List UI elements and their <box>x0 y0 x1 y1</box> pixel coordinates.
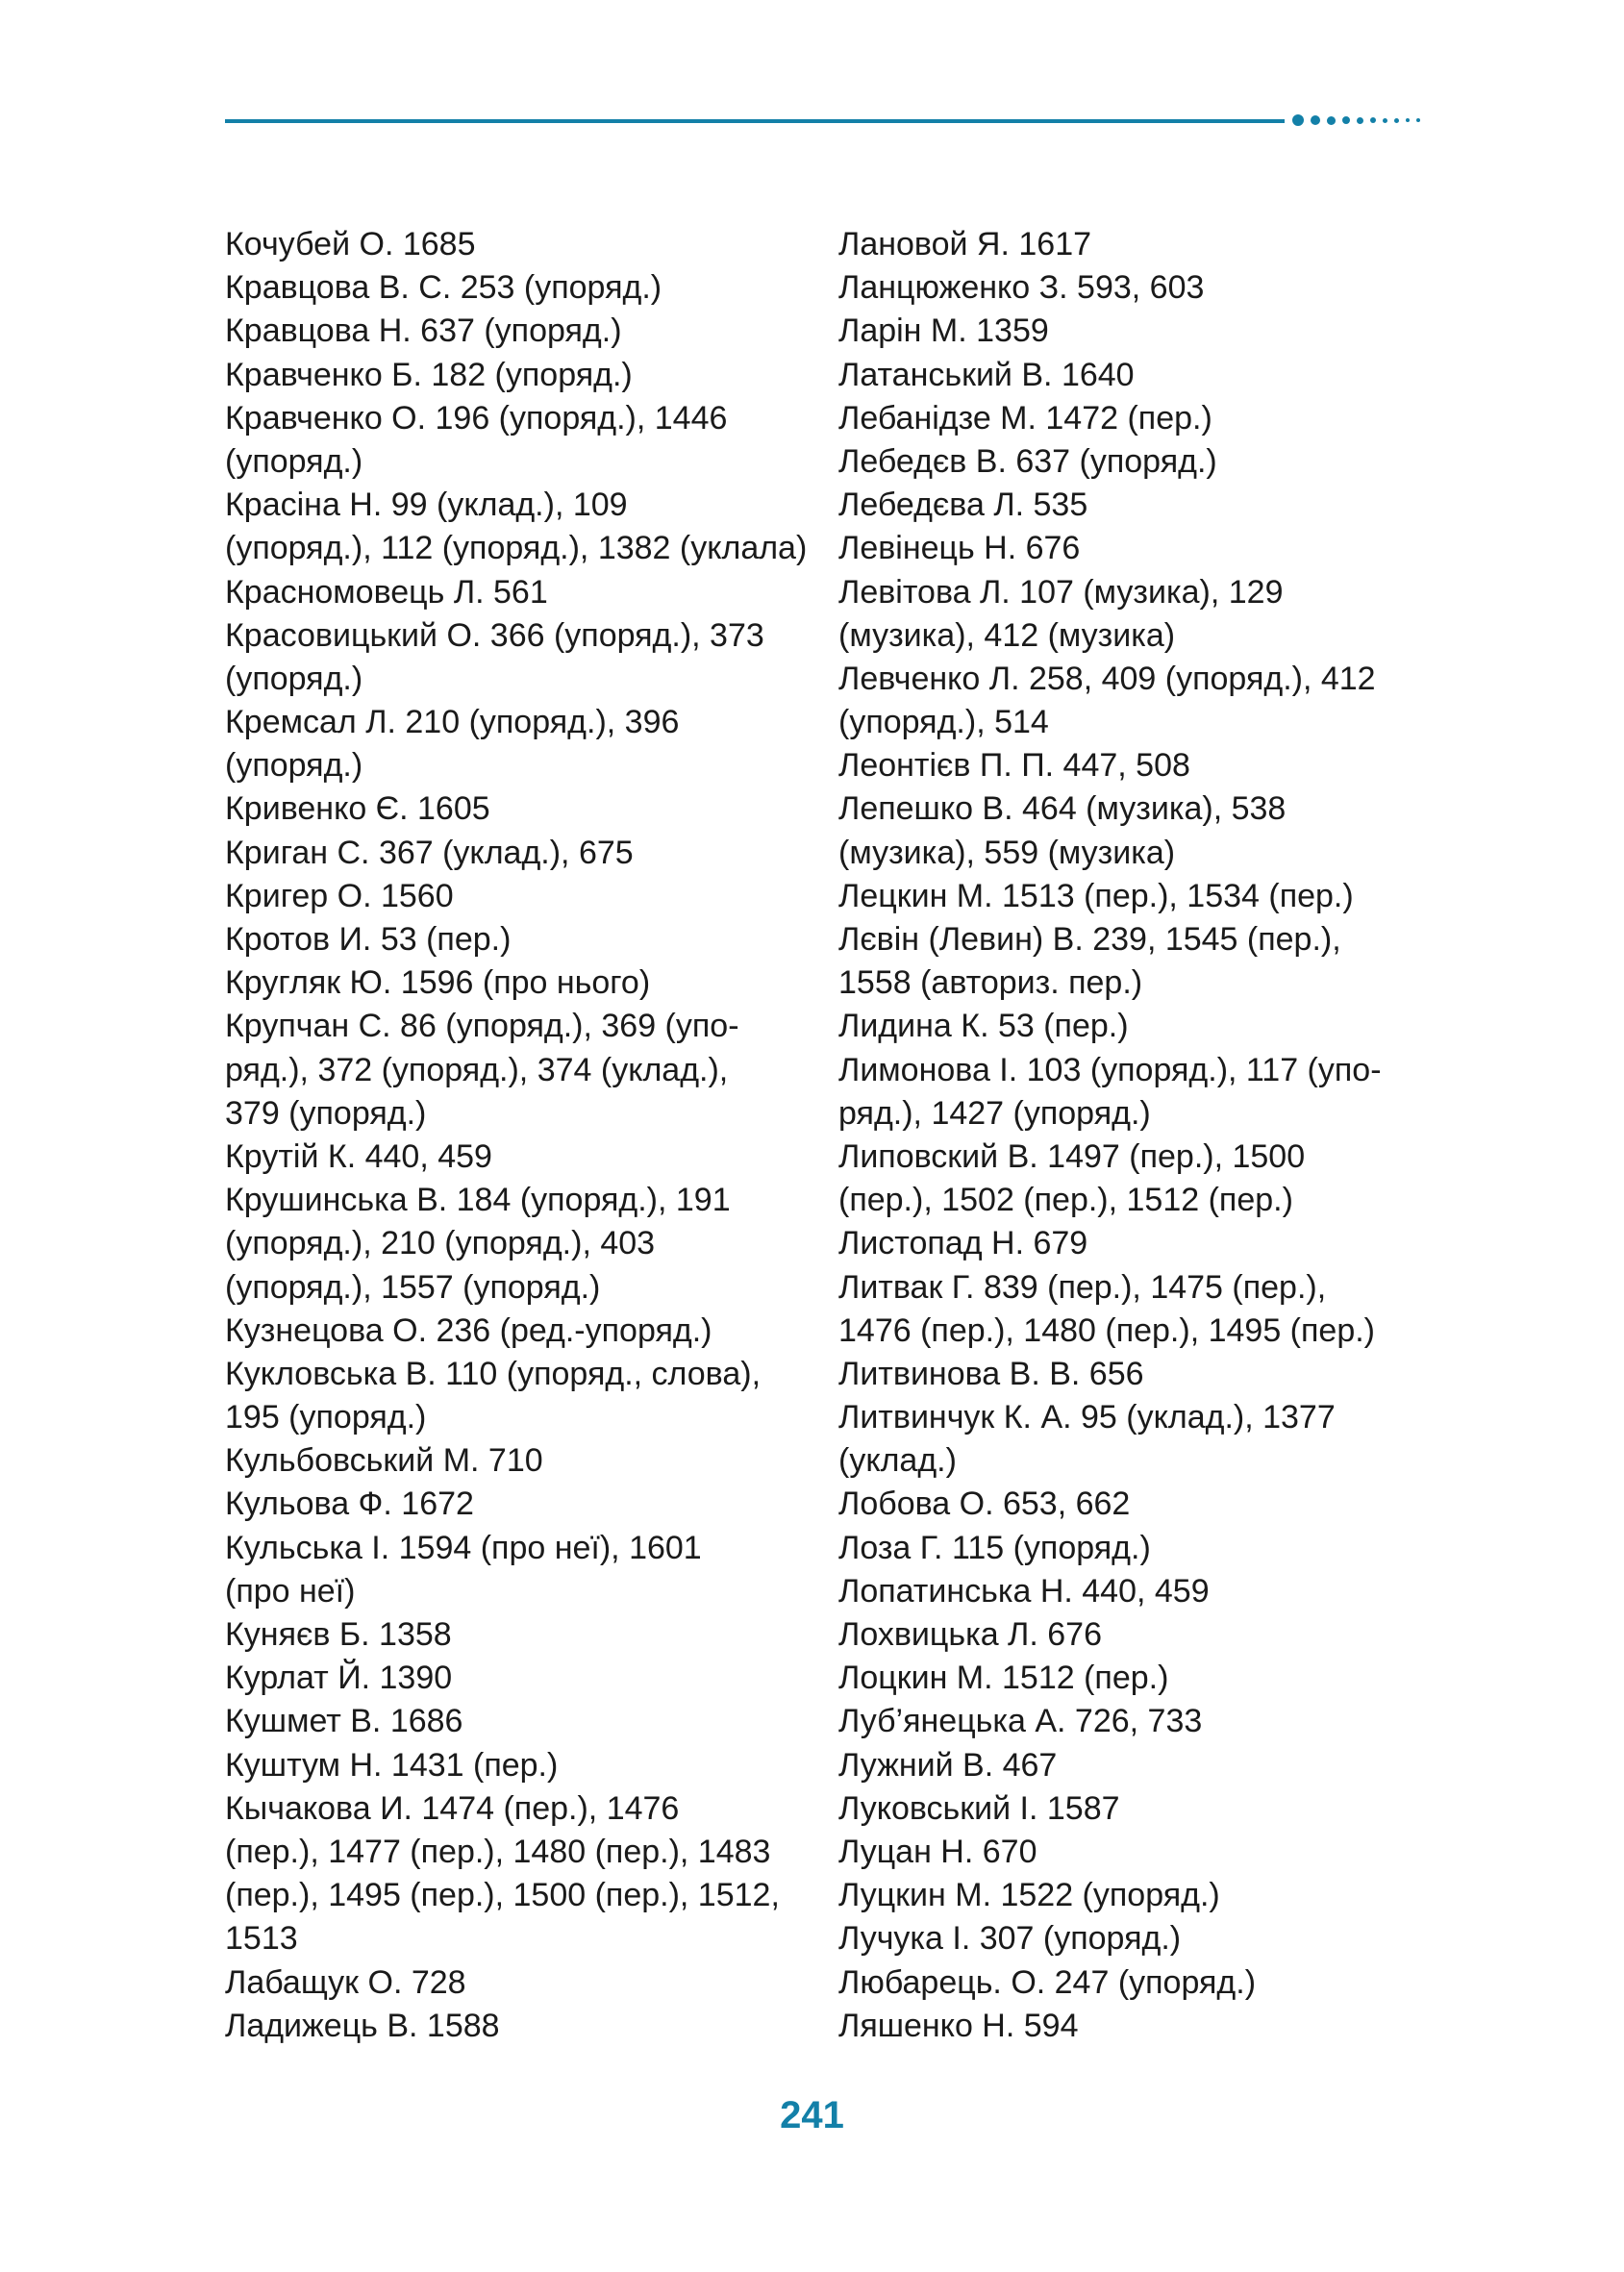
index-entry-line: Листопад Н. 679 <box>838 1225 1088 1262</box>
index-entry-line: Лобова О. 653, 662 <box>838 1486 1131 1523</box>
index-entry-line: Куняєв Б. 1358 <box>225 1616 452 1653</box>
index-entry-line: Лабащук О. 728 <box>225 1963 466 2001</box>
ornament-dot <box>1292 114 1304 126</box>
index-entry-line: Литвинова В. В. 656 <box>838 1355 1144 1392</box>
index-entry-line: 379 (упоряд.) <box>225 1094 427 1132</box>
index-entry-line: Левченко Л. 258, 409 (упоряд.), 412 <box>838 660 1376 697</box>
index-entry-line: Лепешко В. 464 (музика), 538 <box>838 790 1287 828</box>
index-entry-line: Лопатинська Н. 440, 459 <box>838 1572 1210 1610</box>
index-entry-line: (упоряд.), 112 (упоряд.), 1382 (уклала) <box>225 530 808 567</box>
index-entry-line: ряд.), 1427 (упоряд.) <box>838 1094 1151 1132</box>
index-entry-line: Лебедєва Л. 535 <box>838 487 1088 524</box>
index-entry-line: Кравцова В. С. 253 (упоряд.) <box>225 269 662 307</box>
index-entry-line: Леонтієв П. П. 447, 508 <box>838 747 1190 785</box>
index-entry-line: Ладижець В. 1588 <box>225 2007 500 2044</box>
index-entry-line: Левітова Л. 107 (музика), 129 <box>838 573 1284 611</box>
index-entry-line: (упоряд.) <box>225 747 363 785</box>
index-entry-line: Лидина К. 53 (пер.) <box>838 1008 1129 1045</box>
index-entry-line: Кузнецова О. 236 (ред.-упоряд.) <box>225 1311 712 1349</box>
ornament-dot <box>1394 118 1399 123</box>
ornament-dot <box>1406 118 1410 122</box>
ornament-dot <box>1311 115 1320 125</box>
index-entry-line: Кукловська В. 110 (упоряд., слова), <box>225 1355 762 1392</box>
index-entry-line: Лоза Г. 115 (упоряд.) <box>838 1529 1151 1566</box>
index-entry-line: Кротов И. 53 (пер.) <box>225 921 512 958</box>
ornament-dot <box>1342 116 1350 124</box>
index-entry-line: Лебедєв В. 637 (упоряд.) <box>838 442 1217 480</box>
index-entry-line: Литвинчук К. А. 95 (уклад.), 1377 <box>838 1399 1336 1436</box>
index-entry-line: Кульбовський М. 710 <box>225 1442 543 1480</box>
index-entry-line: (пер.), 1502 (пер.), 1512 (пер.) <box>838 1182 1293 1219</box>
index-entry-line: Лоцкин М. 1512 (пер.) <box>838 1660 1169 1697</box>
index-entry-line: Крутій К. 440, 459 <box>225 1137 492 1175</box>
index-entry-line: Кравцова Н. 637 (упоряд.) <box>225 312 622 350</box>
index-entry-line: Кочубей О. 1685 <box>225 226 476 262</box>
index-entry-line: (музика), 412 (музика) <box>838 616 1176 654</box>
index-entry-line: Кремсал Л. 210 (упоряд.), 396 <box>225 704 680 741</box>
index-entry-line: Кравченко Б. 182 (упоряд.) <box>225 356 633 393</box>
index-entry-line: Кривенко Є. 1605 <box>225 790 490 828</box>
index-entry-line: Кульська І. 1594 (про неї), 1601 <box>225 1529 702 1566</box>
index-entry-line: Кульова Ф. 1672 <box>225 1486 474 1523</box>
index-entry-line: Крушинська В. 184 (упоряд.), 191 <box>225 1182 731 1219</box>
index-entry-line: Курлат Й. 1390 <box>225 1660 453 1697</box>
index-entry-line: Куштум Н. 1431 (пер.) <box>225 1746 559 1784</box>
ornament-dot <box>1357 117 1363 124</box>
ornament-dot <box>1327 116 1336 125</box>
ornament-dot <box>1383 118 1387 123</box>
index-entry-line: Левінець Н. 676 <box>838 530 1081 567</box>
index-entry-line: (музика), 559 (музика) <box>838 834 1176 871</box>
index-entry-line: Кригер О. 1560 <box>225 877 454 914</box>
index-entry-line: Кушмет В. 1686 <box>225 1703 463 1740</box>
index-entry-line: (упоряд.), 210 (упоряд.), 403 <box>225 1225 656 1262</box>
index-entry-line: Красовицький О. 366 (упоряд.), 373 <box>225 616 764 654</box>
index-entry-line: 195 (упоряд.) <box>225 1399 427 1436</box>
index-entry-line: (упоряд.), 1557 (упоряд.) <box>225 1268 601 1306</box>
index-entry-line: (упоряд.), 514 <box>838 704 1049 741</box>
index-entry-line: Лебанідзе М. 1472 (пер.) <box>838 399 1212 437</box>
index-entry-line: Луб’янецька А. 726, 733 <box>838 1703 1203 1740</box>
index-entry-line: Липовский В. 1497 (пер.), 1500 <box>838 1137 1306 1175</box>
index-entry-line: 1558 (авториз. пер.) <box>838 964 1143 1002</box>
index-entry-line: Красіна Н. 99 (уклад.), 109 <box>225 487 628 524</box>
ornament-dot <box>1370 117 1376 123</box>
index-entry-line: Криган С. 367 (уклад.), 675 <box>225 834 634 871</box>
index-entry-line: Лєвін (Левин) В. 239, 1545 (пер.), <box>838 921 1341 958</box>
index-entry-line: (пер.), 1495 (пер.), 1500 (пер.), 1512, <box>225 1877 780 1914</box>
index-entry-line: (упоряд.) <box>225 442 363 480</box>
index-entry-line: Кравченко О. 196 (упоряд.), 1446 <box>225 399 728 437</box>
index-entry-line: 1476 (пер.), 1480 (пер.), 1495 (пер.) <box>838 1311 1375 1349</box>
index-entry-line: Лимонова І. 103 (упоряд.), 117 (упо- <box>838 1051 1382 1088</box>
index-entry-line: Лановой Я. 1617 <box>838 226 1092 262</box>
index-entry-line: Луцкин М. 1522 (упоряд.) <box>838 1877 1220 1914</box>
index-entry-line: Ланцюженко З. 593, 603 <box>838 269 1205 307</box>
index-entry-line: Лучука І. 307 (упоряд.) <box>838 1920 1182 1958</box>
index-entry-line: (уклад.) <box>838 1442 957 1480</box>
index-entry-line: Красномовець Л. 561 <box>225 573 548 611</box>
index-entry-line: ряд.), 372 (упоряд.), 374 (уклад.), <box>225 1051 729 1088</box>
index-entry-line: Ляшенко Н. 594 <box>838 2007 1079 2044</box>
index-entry-line: Крупчан С. 86 (упоряд.), 369 (упо- <box>225 1008 739 1045</box>
index-entry-line: Луковський І. 1587 <box>838 1789 1120 1827</box>
ornament-dot <box>1416 118 1420 122</box>
index-column-left <box>225 223 821 2048</box>
index-entry-line: Кычакова И. 1474 (пер.), 1476 <box>225 1789 680 1827</box>
index-entry-line: (про неї) <box>225 1572 356 1610</box>
index-entry-line: Кругляк Ю. 1596 (про нього) <box>225 964 651 1002</box>
header-dots-ornament <box>1292 114 1420 126</box>
index-entry-line: Литвак Г. 839 (пер.), 1475 (пер.), <box>838 1268 1327 1306</box>
index-entry-line: Луцан Н. 670 <box>838 1833 1037 1870</box>
index-entry-line: Ларін М. 1359 <box>838 312 1049 350</box>
index-entry-line: 1513 <box>225 1920 298 1958</box>
index-entry-line: Лохвицька Л. 676 <box>838 1616 1102 1653</box>
header-rule <box>225 119 1285 123</box>
index-entry-line: Лецкин М. 1513 (пер.), 1534 (пер.) <box>838 877 1354 914</box>
index-entry-line: Лужний В. 467 <box>838 1746 1058 1784</box>
index-entry-line: (пер.), 1477 (пер.), 1480 (пер.), 1483 <box>225 1833 771 1870</box>
index-entry-line: Латанський В. 1640 <box>838 356 1135 393</box>
index-column-right <box>838 223 1435 2048</box>
index-entry-line: Любарець. О. 247 (упоряд.) <box>838 1963 1257 2001</box>
index-entry-line: (упоряд.) <box>225 660 363 697</box>
page-number: 241 <box>780 2094 844 2136</box>
